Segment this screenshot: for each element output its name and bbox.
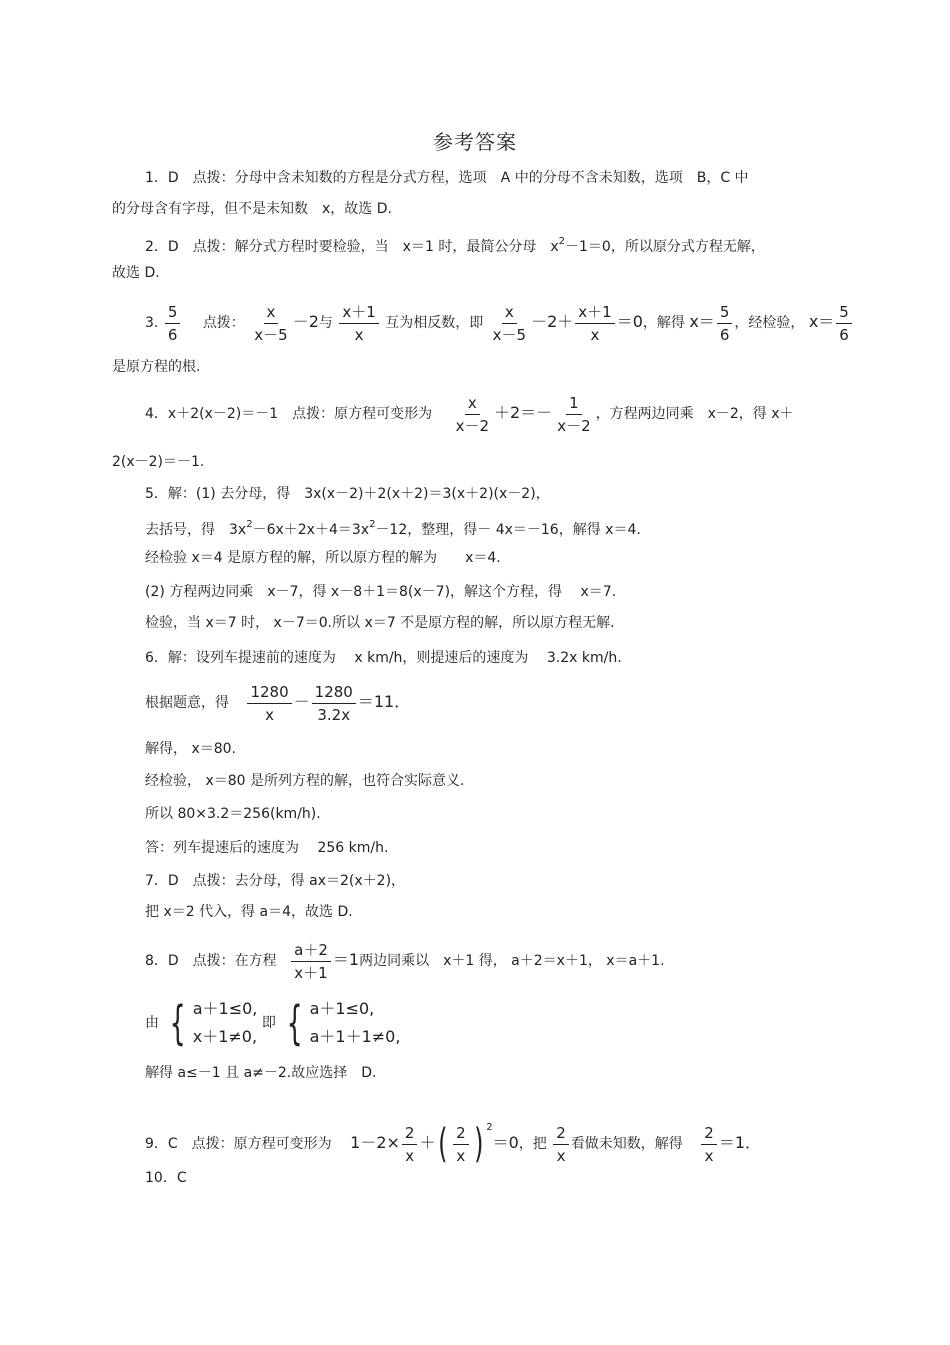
fraction: $\frac{x}{x-5}$ (254, 302, 288, 344)
answer-1-line-2: 的分母含有字母，但不是未知数 x，故选 D. (112, 201, 392, 217)
left-brace: { (286, 996, 304, 1050)
answer-8-system: 由 { a＋1≤0, x＋1≠0, 即 { a＋1≤0, a＋1＋1≠0, (145, 996, 401, 1050)
fraction: $\frac{2}{x}$ (701, 1122, 717, 1167)
fraction: $\frac{x+1}{x}$ (339, 301, 378, 346)
answer-6-line-4: 经检验， x＝80 是所列方程的解，也符合实际意义. (145, 773, 465, 789)
inequality-system: a＋1≤0, x＋1≠0, (192, 999, 258, 1046)
answer-5-line-5: 检验，当 x＝7 时， x－7＝0.所以 x＝7 不是原方程的解，所以原方程无解. (145, 615, 615, 631)
answer-6-line-3: 解得， x＝80. (145, 741, 236, 757)
answer-6-line-2: 根据题意，得 $\frac{1280}{x}$ － $\frac{1280}{3.2x}$ ＝11． (145, 682, 411, 724)
answer-8-line-1: 8．D 点拨：在方程 $\frac{a+2}{x+1}$ ＝1两边同乘以 x＋1 得， a＋2＝x＋1， x＝a＋1. (145, 940, 665, 982)
left-brace: { (170, 996, 187, 1050)
inequality-system: a＋1≤0, a＋1＋1≠0, (309, 999, 401, 1046)
fraction: $\frac{1}{x-2}$ (557, 393, 591, 435)
answer-4-line-2: 2(x－2)＝－1. (112, 454, 205, 470)
right-paren: ) (473, 1121, 484, 1167)
answer-5-line-4: (2) 方程两边同乘 x－7，得 x－8＋1＝8(x－7)，解这个方程，得 x＝7. (145, 584, 617, 600)
fraction: $\frac{5}{6}$ (165, 301, 181, 346)
fraction: $\frac{x+1}{x}$ (575, 301, 614, 346)
fraction: $\frac{1280}{x}$ (247, 681, 291, 726)
answer-1-line-1: 1．D 点拨：分母中含未知数的方程是分式方程，选项 A 中的分母不含未知数，选项 B，C 中 (145, 170, 749, 186)
fraction: $\frac{a+2}{x+1}$ (291, 939, 331, 984)
answer-4-line-1: 4．x＋2(x－2)＝－1 点拨：原方程可变形为 $\frac{x}{x-2}$ ＋2＝－ $\frac{1}{x-2}$ ，方程两边同乘 x－2，得 x＋ (145, 393, 794, 435)
left-paren: ( (438, 1121, 448, 1167)
answer-8-line-3: 解得 a≤－1 且 a≠－2.故应选择 D. (145, 1065, 377, 1081)
answer-9-line-1: 9．C 点拨：原方程可变形为 1－2× $\frac{2}{x}$ ＋( $\frac{2}{x}$ ) $^2$＝0，把 $\frac{2}{x}$ 看做未知数，解得 $\frac{2}{x}$ ＝1． (145, 1121, 761, 1167)
answer-6-line-5: 所以 80×3.2＝256(km/h)． (145, 806, 331, 822)
answer-3-line-1: 3. $\frac{5}{6}$ 点拨： $\frac{x}{x-5}$ －2与 $\frac{x+1}{x}$ 互为相反数，即 $\frac{x}{x-5}$ －2＋ $\frac{x+1}{x}$ ＝0，解得 x＝ $\frac{5}{6}$ ，经检验， x＝ $\frac{5}{6}$ (145, 300, 854, 346)
answer-6-line-6: 答：列车提速后的速度为 256 km/h. (145, 840, 389, 856)
answer-5-line-3: 经检验 x＝4 是原方程的解，所以原方程的解为 x＝4. (145, 550, 501, 566)
answer-5-line-2: 去括号，得 $3x^2-6x+2x+4=3x^2-12$，整理，得－ 4x＝－16，解得 x＝4. (145, 519, 641, 538)
answer-2-line-2: 故选 D. (112, 265, 160, 281)
page-title: 参考答案 (433, 130, 517, 154)
answer-7-line-1: 7．D 点拨：去分母，得 ax＝2(x＋2)， (145, 873, 406, 889)
fraction: $\frac{2}{x}$ (453, 1122, 469, 1167)
answer-10: 10．C (145, 1170, 187, 1186)
answer-5-line-1: 5．解：(1) 去分母，得 3x(x－2)＋2(x＋2)＝3(x＋2)(x－2)， (145, 486, 550, 502)
fraction: $\frac{x}{x-2}$ (455, 393, 489, 435)
fraction: $\frac{1280}{3.2x}$ (312, 681, 356, 726)
answer-6-line-1: 6．解：设列车提速前的速度为 x km/h，则提速后的速度为 3.2x km/h. (145, 650, 622, 666)
fraction: $\frac{2}{x}$ (553, 1122, 569, 1167)
fraction: $\frac{2}{x}$ (402, 1122, 418, 1167)
answer-7-line-2: 把 x＝2 代入，得 a＝4，故选 D. (145, 904, 353, 920)
fraction: $\frac{5}{6}$ (717, 301, 733, 346)
answer-3-line-2: 是原方程的根. (112, 359, 201, 375)
answer-2-line-1: 2．D 点拨：解分式方程时要检验，当 x＝1 时，最简公分母 $x^2-1=0$，所以原分式方程无解， (145, 236, 765, 255)
fraction: $\frac{x}{x-5}$ (492, 302, 527, 344)
fraction: $\frac{5}{6}$ (836, 301, 852, 346)
